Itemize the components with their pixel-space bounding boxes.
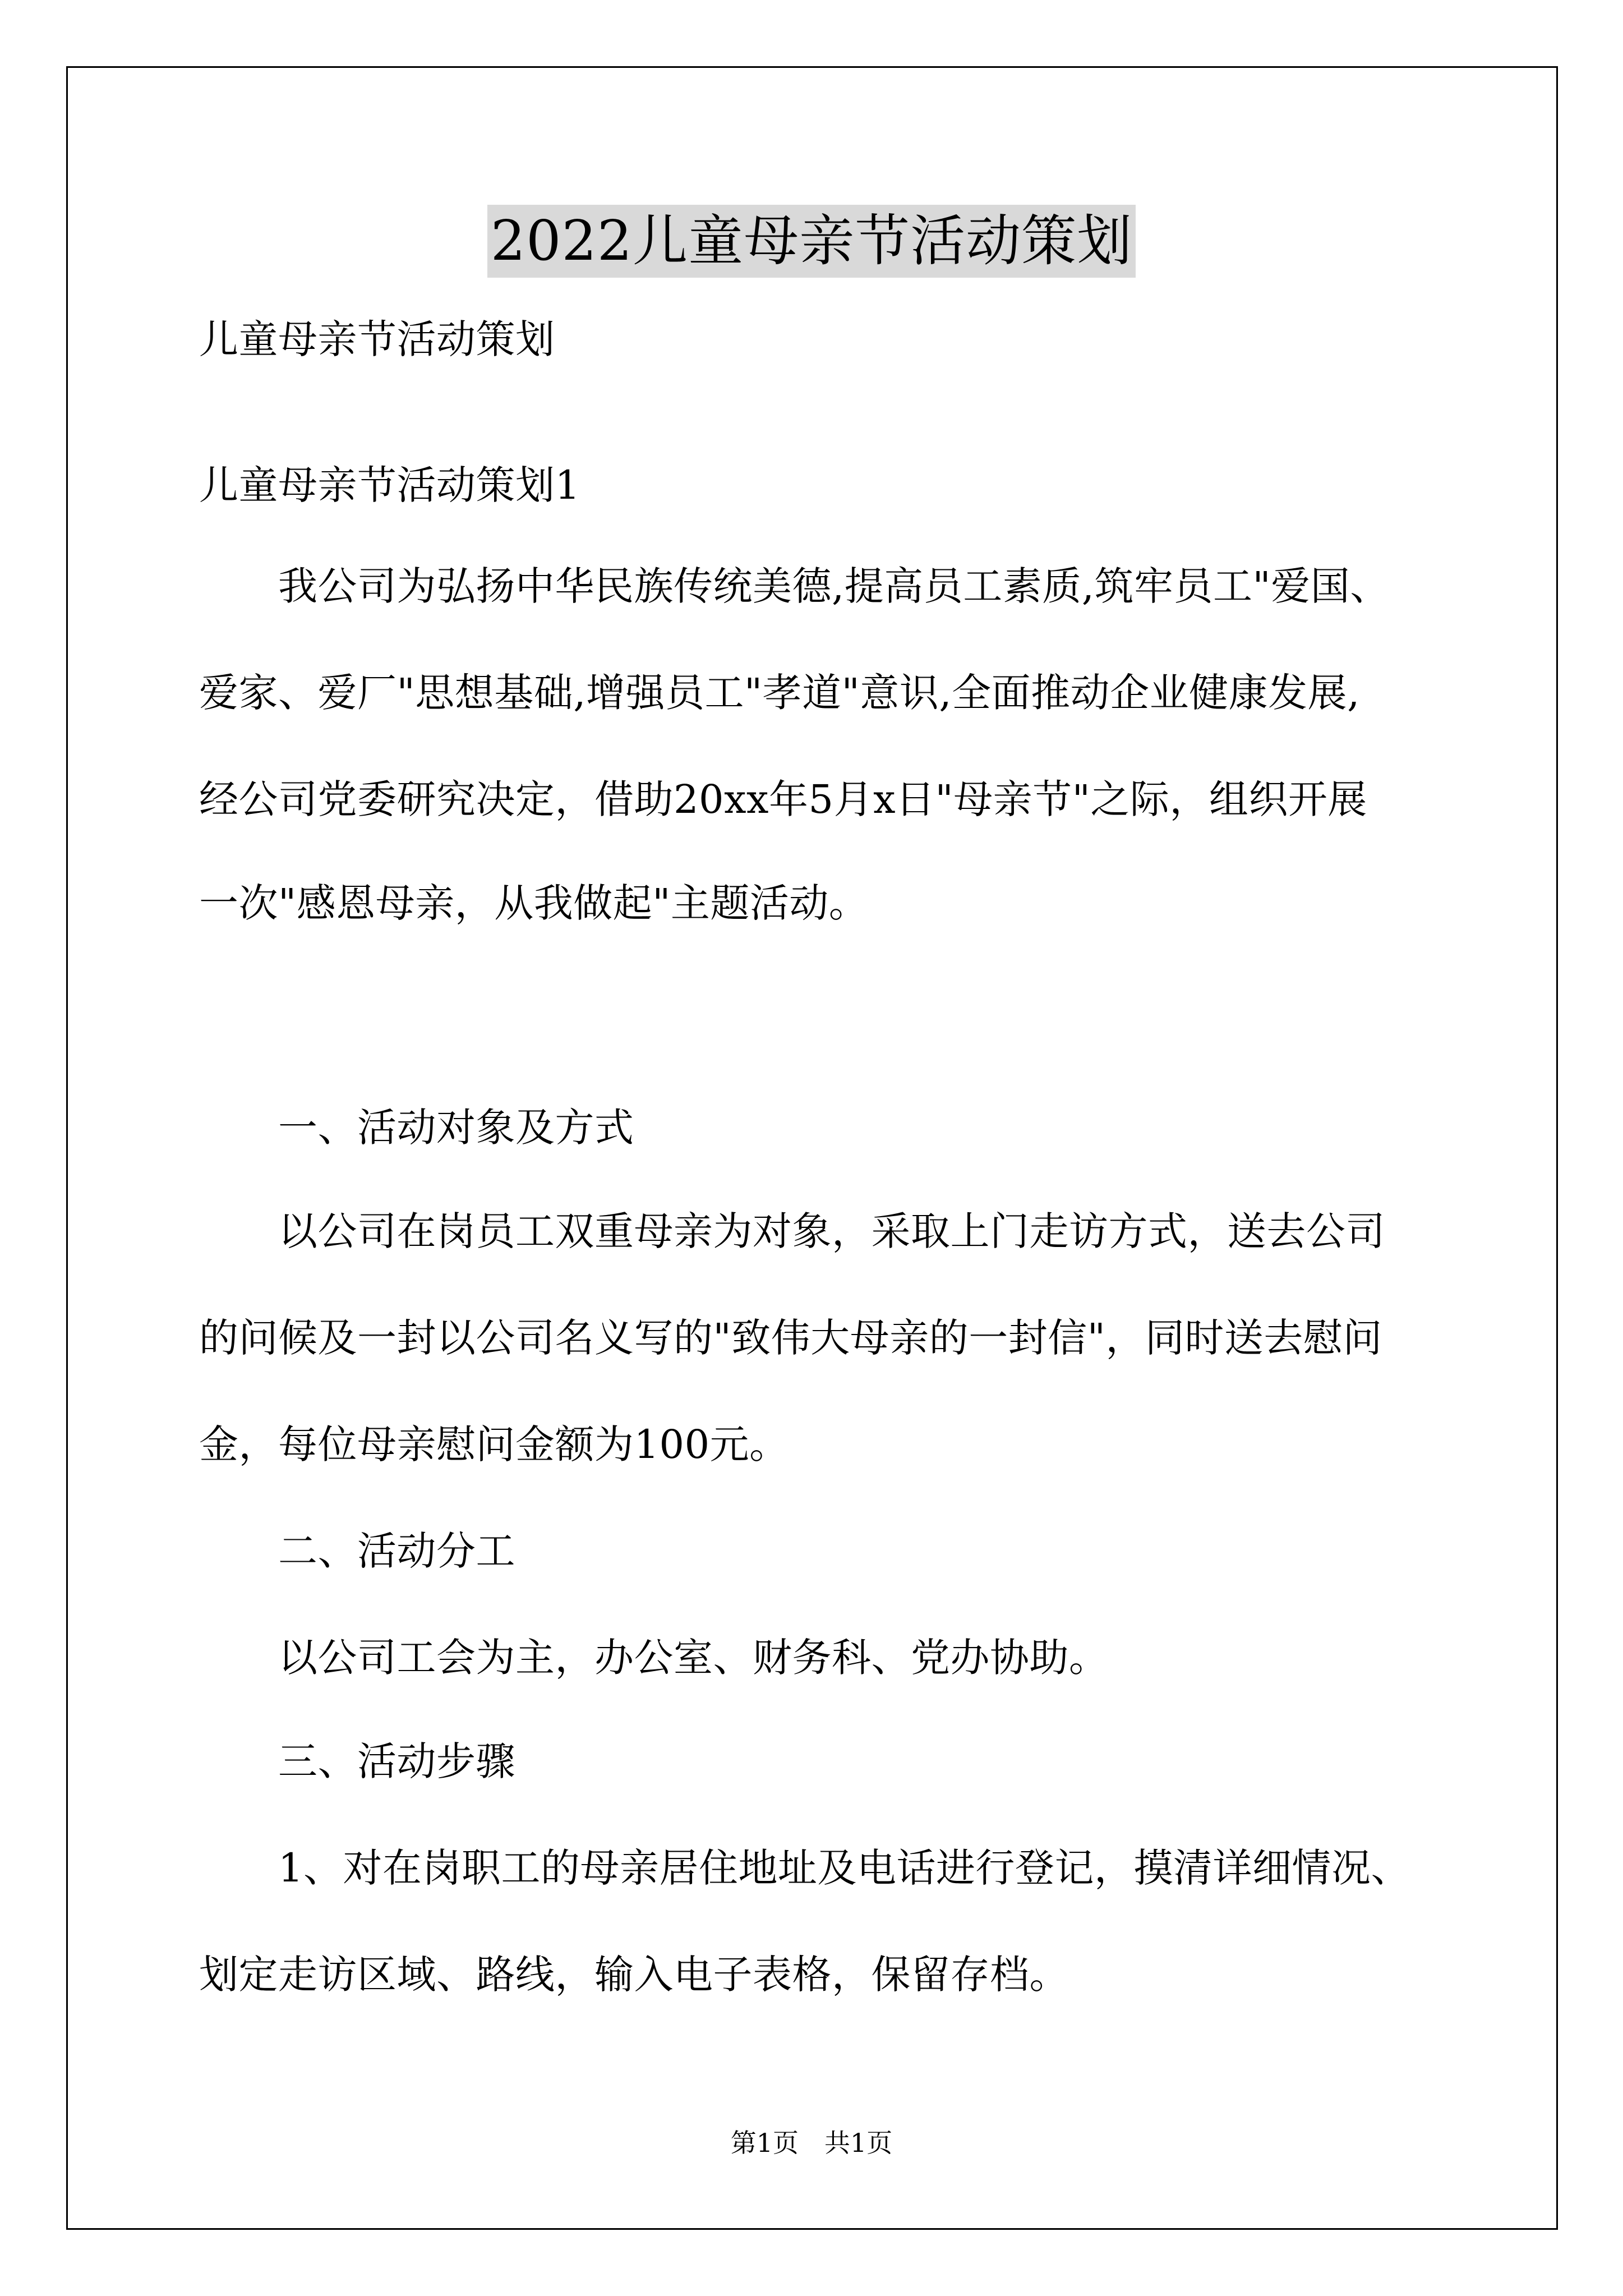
page-footer: 第1页 共1页 <box>730 2128 893 2158</box>
document-title: 2022儿童母亲节活动策划 <box>487 205 1136 278</box>
title-container <box>0 205 1623 278</box>
body-line: 划定走访区域、路线，输入电子表格，保留存档。 <box>199 1952 1069 1998</box>
subtitle-line: 儿童母亲节活动策划 <box>199 316 555 362</box>
body-line: 金，每位母亲慰问金额为100元。 <box>199 1421 789 1467</box>
body-line: 一次"感恩母亲，从我做起"主题活动。 <box>199 880 869 926</box>
heading-line: 三、活动步骤 <box>199 1738 515 1784</box>
body-line: 以公司在岗员工双重母亲为对象，采取上门走访方式，送去公司 <box>199 1208 1385 1254</box>
body-line: 我公司为弘扬中华民族传统美德,提高员工素质,筑牢员工"爱国、 <box>199 563 1390 609</box>
body-line: 爱家、爱厂"思想基础,增强员工"孝道"意识,全面推动企业健康发展, <box>199 670 1360 716</box>
section-heading: 儿童母亲节活动策划1 <box>199 462 580 508</box>
body-line: 以公司工会为主，办公室、财务科、党办协助。 <box>199 1635 1109 1681</box>
heading-line: 二、活动分工 <box>199 1528 515 1574</box>
heading-line: 一、活动对象及方式 <box>199 1105 634 1151</box>
body-line: 的问候及一封以公司名义写的"致伟大母亲的一封信"，同时送去慰问 <box>199 1315 1382 1361</box>
body-line: 经公司党委研究决定，借助20xx年5月x日"母亲节"之际，组织开展 <box>199 776 1367 822</box>
body-line: 1、对在岗职工的母亲居住地址及电话进行登记，摸清详细情况、 <box>199 1845 1411 1891</box>
